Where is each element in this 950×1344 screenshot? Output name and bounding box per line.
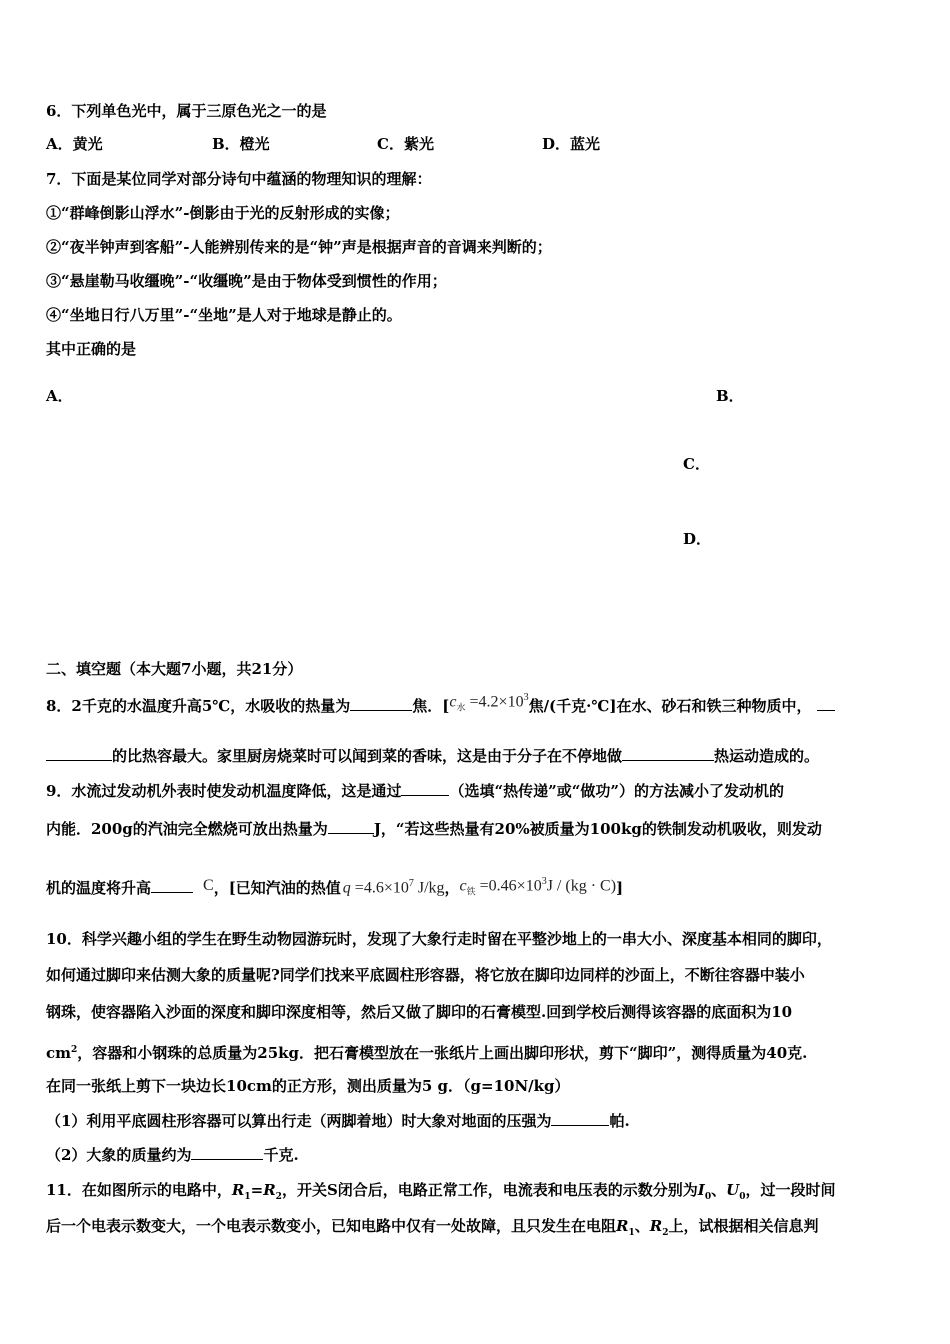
formula-q-unit: J/kg — [417, 879, 445, 897]
formula-subscript-water: 水 — [456, 702, 466, 713]
q11-line-1 — [46, 1180, 835, 1207]
q7-item-3: ③“悬崖勒马收缰晚”-“收缰晚”是由于物体受到惯性的作用； — [46, 272, 447, 290]
symbol-r1-second-sub: 1 — [628, 1228, 635, 1238]
q6-option-d: D．蓝光 — [542, 135, 601, 153]
symbol-r1: R — [231, 1181, 245, 1199]
q11-text-3: ，过一段时间 — [745, 1181, 836, 1199]
q11-text-5: 上，试根据相关信息判 — [668, 1217, 819, 1235]
q10-sub-2-unit: 千克. — [263, 1146, 299, 1164]
q7-item-2: ②“夜半钟声到客船”-人能辨别传来的是“钟”声是根据声音的音调来判断的； — [46, 238, 552, 256]
q6-option-c: C．紫光 — [377, 135, 434, 153]
q8-text-1: 8．2千克的水温度升高5℃，水吸收的热量为 — [46, 697, 351, 715]
q11-separator: 、 — [711, 1181, 727, 1199]
iron-specific-heat-formula — [460, 872, 617, 902]
formula-symbol-c: c — [449, 693, 457, 711]
formula-symbol-c-iron: c — [459, 877, 467, 895]
symbol-r1-sub: 1 — [244, 1192, 251, 1202]
q9-blank-heat — [328, 819, 374, 834]
q9-blank-temperature — [151, 878, 193, 893]
q9-text-4: J，“若这些热量有20%被质量为100kg的铁制发动机吸收，则发动 — [373, 820, 822, 838]
symbol-u0-sub: 0 — [739, 1192, 746, 1202]
degree-celsius-unit: C — [203, 877, 214, 894]
q10-unit-exponent: 2 — [71, 1045, 78, 1055]
symbol-r2-second-sub: 2 — [662, 1228, 669, 1238]
q9-text-2: （选填“热传递”或“做功”）的方法减小了发动机的 — [449, 782, 784, 800]
q7-item-4: ④“坐地日行八万里”-“坐地”是人对于地球是静止的。 — [46, 306, 402, 324]
q8-text-4: 的比热容最大。家里厨房烧菜时可以闻到菜的香味，这是由于分子在不停地做 — [112, 747, 623, 765]
symbol-r2: R — [263, 1181, 276, 1199]
q6-option-a: A．黄光 — [46, 135, 103, 153]
q10-sub-2 — [46, 1145, 299, 1165]
formula-c-value: =0.46×10 — [479, 877, 542, 895]
formula-c-unit: J / (kg · C) — [546, 877, 617, 895]
gasoline-heat-value-formula — [343, 874, 445, 898]
q10-sub-1-text: （1）利用平底圆柱形容器可以算出行走（两脚着地）时大象对地面的压强为 — [46, 1112, 552, 1130]
q8-line-2 — [46, 746, 819, 766]
q8-blank-heat — [350, 696, 412, 711]
symbol-u0: U — [726, 1181, 740, 1199]
q9-text-6: ，[已知汽油的热值 — [213, 879, 341, 897]
q9-blank-method — [401, 781, 449, 796]
q7-option-a: A． — [46, 387, 73, 405]
q10-sub-1-unit: 帕. — [609, 1112, 630, 1130]
q7-option-d: D． — [683, 530, 712, 548]
formula-q-value: =4.6×10 — [354, 879, 409, 897]
q10-text-4: ，容器和小钢珠的总质量为25kg．把石膏模型放在一张纸片上画出脚印形状，剪下“脚印”，测得质量为40克. — [77, 1044, 808, 1062]
q8-text-2: 焦．[ — [412, 697, 450, 715]
formula-subscript-iron: 铁 — [466, 886, 476, 897]
q8-line-1 — [46, 692, 835, 726]
q10-line-3: 钢珠，使容器陷入沙面的深度和脚印深度相等，然后又做了脚印的石膏模型.回到学校后测得该容器的底面积为10 — [46, 1003, 793, 1021]
q10-blank-pressure — [551, 1111, 609, 1126]
q10-line-5: 在同一张纸上剪下一块边长10cm的正方形，测出质量为5 g．（g=10N/kg） — [46, 1077, 570, 1095]
q10-line-1: 10．科学兴趣小组的学生在野生动物园游玩时，发现了大象行走时留在平整沙地上的一串大小、深度基本相同的脚印， — [46, 930, 832, 948]
q10-sub-1 — [46, 1111, 630, 1131]
q8-specific-heat-formula — [449, 688, 528, 718]
q9-text-1: 9．水流过发动机外表时使发动机温度降低，这是通过 — [46, 782, 402, 800]
symbol-r2-second: R — [649, 1217, 663, 1235]
symbol-equals: = — [250, 1181, 264, 1199]
q8-blank-material-start — [817, 696, 835, 711]
q10-blank-mass — [191, 1145, 263, 1160]
q9-line-1 — [46, 781, 784, 801]
q10-sub-2-text: （2）大象的质量约为 — [46, 1146, 192, 1164]
q7-stem: 7．下面是某位同学对部分诗句中蕴涵的物理知识的理解： — [46, 170, 432, 188]
q9-comma: ， — [444, 879, 460, 897]
formula-c-exponent: 3 — [541, 876, 547, 887]
q11-text-4: 后一个电表示数变大，一个电表示数变小，已知电路中仅有一处故障，且只发生在电阻 — [46, 1217, 617, 1235]
q7-option-c: C． — [683, 455, 710, 473]
q7-ask: 其中正确的是 — [46, 340, 137, 358]
q7-item-1: ①“群峰倒影山浮水”-倒影由于光的反射形成的实像； — [46, 204, 400, 222]
q10-line-2: 如何通过脚印来估测大象的质量呢?同学们找来平底圆柱形容器，将它放在脚印边同样的沙面上，不断往容器中装小 — [46, 966, 805, 984]
q10-line-4 — [46, 1040, 807, 1063]
q9-line-2 — [46, 819, 822, 839]
formula-value: =4.2×10 — [469, 693, 524, 711]
formula-symbol-q: q — [342, 879, 351, 897]
q10-unit-cm: cm — [46, 1044, 72, 1062]
q11-separator-2: 、 — [634, 1217, 650, 1235]
q6-option-b: B．橙光 — [212, 135, 270, 153]
q8-blank-material — [46, 746, 112, 761]
symbol-i0: I — [697, 1181, 705, 1199]
symbol-r2-sub: 2 — [275, 1192, 282, 1202]
q9-text-5: 机的温度将升高 — [46, 879, 152, 897]
q6-stem: 6．下列单色光中，属于三原色光之一的是 — [46, 102, 327, 120]
q8-text-5: 热运动造成的。 — [714, 747, 820, 765]
q8-blank-motion — [622, 746, 714, 761]
q9-text-3: 内能．200g的汽油完全燃烧可放出热量为 — [46, 820, 328, 838]
symbol-r1-second: R — [616, 1217, 629, 1235]
formula-q-exponent: 7 — [408, 878, 414, 889]
q8-text-3: 焦/(千克·℃]在水、砂石和铁三种物质中， — [528, 697, 812, 715]
symbol-i0-sub: 0 — [704, 1192, 712, 1202]
q7-option-b: B． — [716, 387, 744, 405]
q11-line-2 — [46, 1216, 819, 1243]
section-heading: 二、填空题（本大题7小题，共21分） — [46, 660, 303, 678]
q11-text-1: 11．在如图所示的电路中， — [46, 1181, 232, 1199]
q9-close-bracket: ] — [616, 879, 624, 897]
q11-text-2: ，开关S闭合后，电路正常工作，电流表和电压表的示数分别为 — [281, 1181, 698, 1199]
q9-line-3 — [46, 878, 623, 908]
formula-exponent: 3 — [523, 692, 529, 703]
